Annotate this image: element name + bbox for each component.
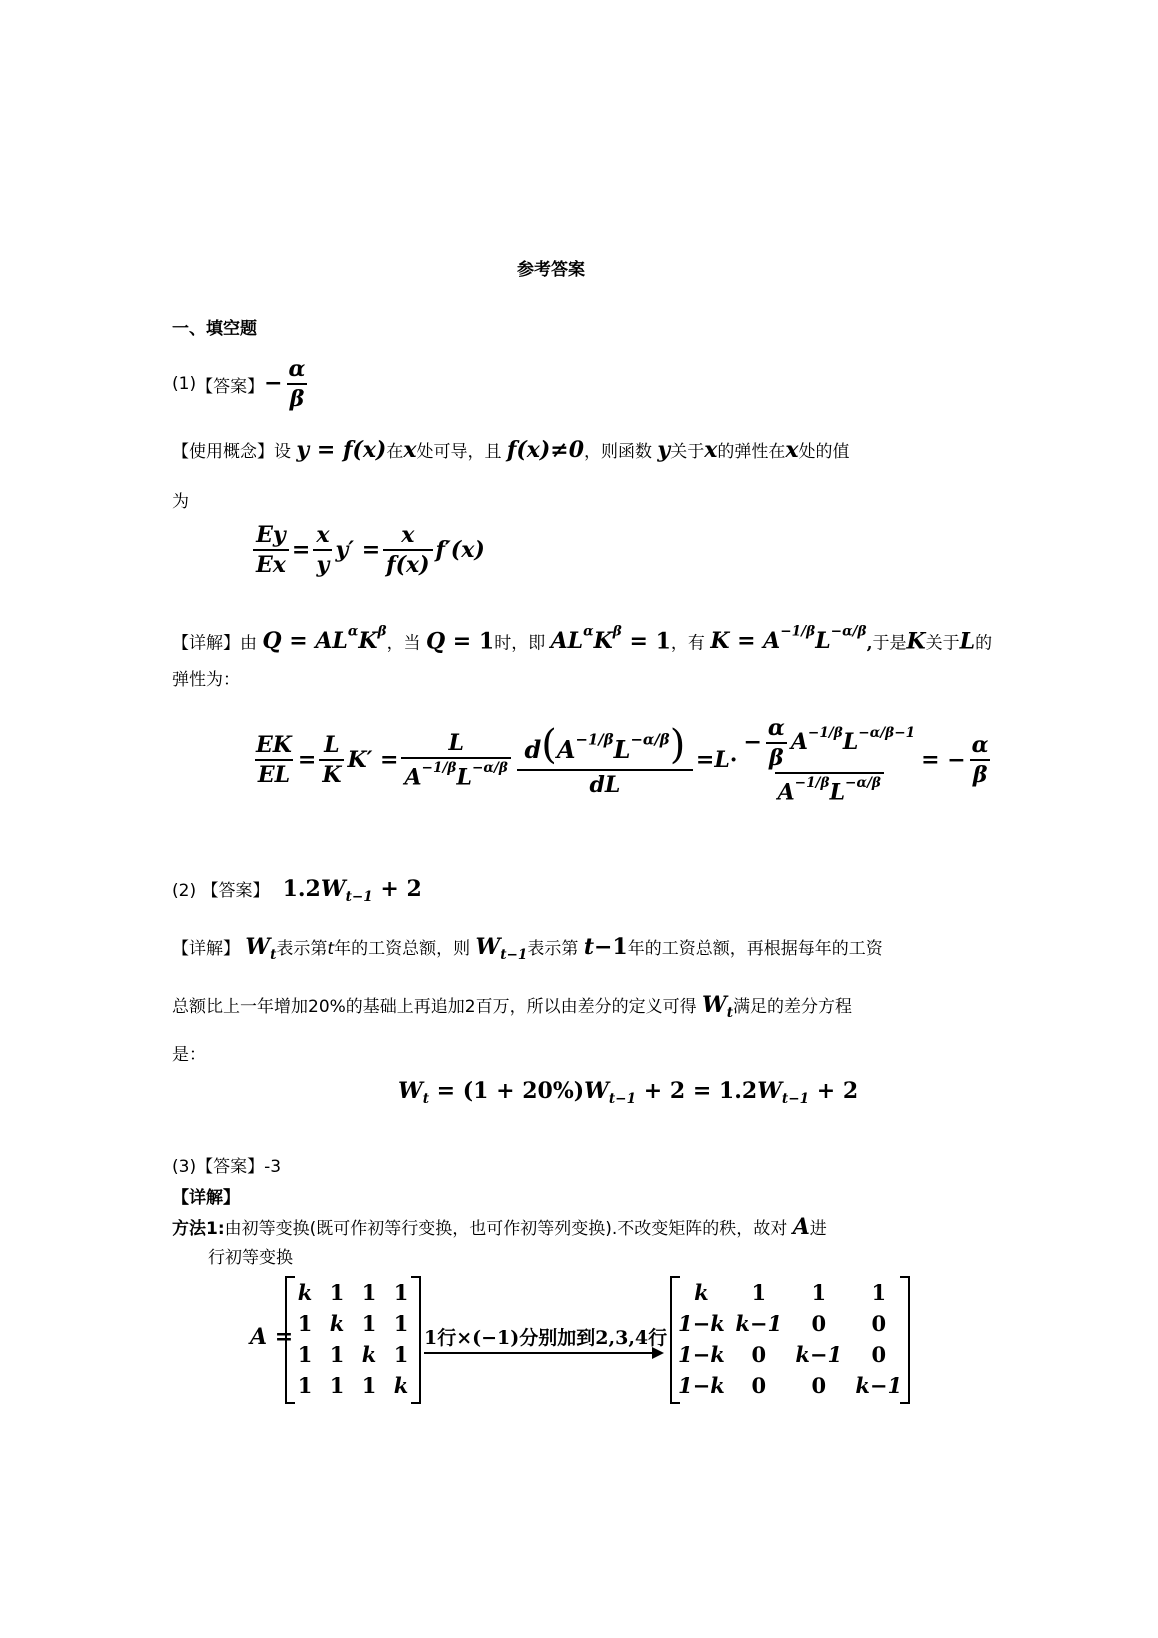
matrix-right-cell: 0 [871,1342,887,1367]
q1-detail-line: 【详解】由 $Q = AL^\alpha K^\beta$，当 Q = 1时，即 $AL^\alpha K^\beta = 1$，有 $K = A^{-1/\beta}L^{-\alpha/\beta}$,于是K关于L的 [172,624,993,655]
matrix-right-cell: 0 [871,1311,887,1336]
matrix-right-cell: 0 [751,1373,767,1398]
arrow-head-icon [652,1347,664,1359]
matrix-left-cell: k [297,1280,313,1305]
q1-concept-tag: 【使用概念】 [172,442,274,462]
q2-answer-math: $1.2W_{t-1} + 2$ [274,876,422,905]
q2-answer-tag: 【答案】 [201,881,270,901]
matrix-left-cell: 1 [361,1373,377,1398]
matrix-left-cell: 1 [393,1280,409,1305]
q2-detail-line1: 【详解】 $W_t$表示第t年的工资总额，则 $W_{t-1}$表示第 t−1年的工资总额，再根据每年的工资 [172,934,883,963]
q2-detail-line3: 是： [172,1045,206,1065]
q1-number: (1) [172,374,197,395]
q3-detail-tag: 【详解】 [172,1188,240,1208]
matrix-left-cell: 1 [329,1280,345,1305]
matrix-left-cell: 1 [297,1342,313,1367]
matrix-right-cell: 0 [751,1342,767,1367]
matrix-left [285,1276,421,1404]
elasticity-formula: $\frac{Ey}{Ex}$ = $\frac{x}{y}$ y′ = $\frac{x}{f(x)}$ f′(x) [250,523,485,577]
matrix-right-cell: 1−k [678,1342,725,1367]
page-title: 参考答案 [517,260,585,280]
q3-method-line: 方法1:由初等变换(既可作初等行变换，也可作初等列变换).不改变矩阵的秩，故对 A进 [172,1214,827,1240]
matrix-right-cell: k−1 [735,1311,783,1336]
matrix-right-cell: 1 [811,1280,827,1305]
q1-detail-cont: 弹性为： [172,670,240,690]
matrix-right-cell: k [694,1280,709,1305]
matrix-left-row [289,1370,417,1401]
matrix-left-cell: k [393,1373,409,1398]
matrix-left-cell: k [329,1311,345,1336]
matrix-right-cell: 1 [871,1280,887,1305]
matrix-right-cell: k−1 [795,1342,843,1367]
q1-detail-tag: 【详解】 [172,633,240,654]
q2-answer-line [172,876,422,905]
q1-answer-tag: 【答案】 [196,376,265,397]
elasticity-derivation: $\frac{EK}{EL}$ = $\frac{L}{K}$ K′ = $\frac{L}{A^{-1/\beta}L^{-\alpha/\beta}}$ $\frac{d(A^{-1/\beta}L^{-\alpha/\beta})}{dL}$ = L · − $\frac{\alpha}{\beta}$ $A^{-1/\beta}L^{-\alpha/\beta-1}$ $A^{-1/\beta}L^{-\alpha/\beta}$ = − $\frac{\alpha}{\beta}$ [256,714,989,806]
q1-concept-cont: 为 [172,492,189,512]
matrix-left-cell: 1 [393,1342,409,1367]
matrix-left-cell: 1 [361,1280,377,1305]
q1-answer-line [172,357,311,411]
matrix-left-row [289,1277,417,1308]
q1-answer-math: − $\frac{\alpha}{\beta}$ [264,356,306,413]
matrix-right-row [674,1339,909,1370]
matrix-right-row [674,1370,909,1401]
matrix-left-cell: k [361,1342,377,1367]
math-fx-neq-0: f(x)≠0 [506,437,585,463]
q1-concept-line: 【使用概念】设 y = f(x)在x处可导，且 f(x)≠0，则函数 y关于x的弹性在x处的值 [172,437,850,463]
section-heading: 一、填空题 [172,319,257,339]
matrix-left-cell: 1 [329,1342,345,1367]
matrix-left-cell: 1 [329,1373,345,1398]
math-y-eq-fx: y = f(x) [296,437,387,463]
matrix-right-cell: 0 [811,1311,827,1336]
q2-number: (2) [172,881,197,901]
matrix-right-cell: k−1 [855,1373,903,1398]
matrix-left-cell: 1 [361,1311,377,1336]
matrix-left-cell: 1 [297,1373,313,1398]
matrix-right-cell: 0 [811,1373,827,1398]
matrix-left-cell: 1 [393,1311,409,1336]
matrix-right-cell: 1−k [678,1373,725,1398]
q2-detail-tag: 【详解】 [172,939,240,959]
matrix-right-cell: 1 [751,1280,767,1305]
matrix-right-row [674,1277,909,1308]
q3-answer-line: (3)【答案】-3 [172,1157,282,1177]
matrix-left-row [289,1308,417,1339]
matrix-left-cell: 1 [297,1311,313,1336]
matrix-right [670,1276,910,1404]
method-label: 方法1: [172,1219,225,1239]
arrow-label: 1行×(−1)分别加到2,3,4行 [424,1327,668,1349]
matrix-right-row [674,1308,909,1339]
matrix-right-cell: 1−k [678,1311,725,1336]
q2-detail-line2: 总额比上一年增加20%的基础上再追加2百万，所以由差分的定义可得 $W_t$满足的差分方程 [172,992,853,1021]
difference-equation: $W_t = (1 + 20\%)W_{t-1} + 2 = 1.2W_{t-1} + 2$ [398,1078,859,1107]
q3-method-cont: 行初等变换 [208,1248,293,1268]
arrow-line [424,1352,654,1354]
matrix-left-row [289,1339,417,1370]
matrix-A-label: A = [250,1324,294,1350]
